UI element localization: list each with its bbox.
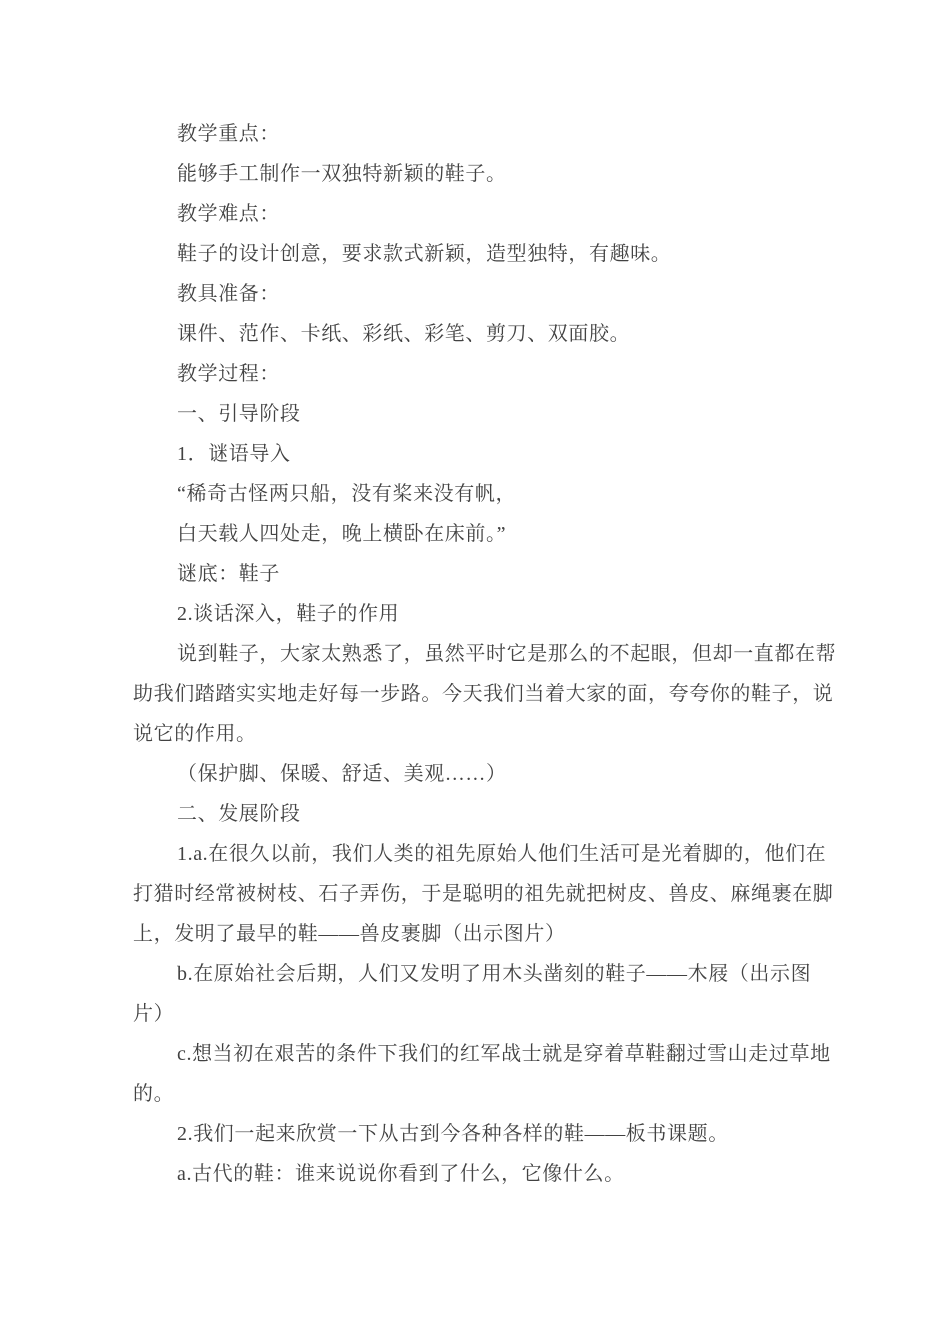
text-line: 1.a.在很久以前，我们人类的祖先原始人他们生活可是光着脚的，他们在 <box>177 843 827 865</box>
text-line: 说它的作用。 <box>133 723 257 745</box>
text-line: c.想当初在艰苦的条件下我们的红军战士就是穿着草鞋翻过雪山走过草地 <box>177 1043 831 1065</box>
text-line: （保护脚、保暖、舒适、美观……） <box>177 763 507 785</box>
text-line: 教学重点： <box>177 123 280 145</box>
document-text-block <box>133 114 845 1194</box>
text-line: 谜底：鞋子 <box>177 563 280 585</box>
text-line: b.在原始社会后期，人们又发明了用木头凿刻的鞋子——木屐（出示图 <box>177 963 812 985</box>
text-line: 助我们踏踏实实地走好每一步路。今天我们当着大家的面，夸夸你的鞋子，说 <box>133 683 834 705</box>
text-line: 鞋子的设计创意，要求款式新颖，造型独特，有趣味。 <box>177 243 672 265</box>
text-line: 2.我们一起来欣赏一下从古到今各种各样的鞋——板书课题。 <box>177 1123 729 1145</box>
text-line: 教学难点： <box>177 203 280 225</box>
text-line: 的。 <box>133 1083 175 1105</box>
text-line: 二、发展阶段 <box>177 803 301 825</box>
text-line: 说到鞋子，大家太熟悉了，虽然平时它是那么的不起眼，但却一直都在帮 <box>177 643 837 665</box>
text-line: a.古代的鞋：谁来说说你看到了什么，它像什么。 <box>177 1163 625 1185</box>
text-line: 教学过程： <box>177 363 280 385</box>
text-line: 一、引导阶段 <box>177 403 301 425</box>
text-line: 2.谈话深入，鞋子的作用 <box>177 603 400 625</box>
text-line: 课件、范作、卡纸、彩纸、彩笔、剪刀、双面胶。 <box>177 323 631 345</box>
text-line: 上，发明了最早的鞋——兽皮裹脚（出示图片） <box>133 923 566 945</box>
text-line: 打猎时经常被树枝、石子弄伤，于是聪明的祖先就把树皮、兽皮、麻绳裹在脚 <box>133 883 834 905</box>
text-line: 白天载人四处走，晚上横卧在床前。” <box>177 523 507 545</box>
text-line: 教具准备： <box>177 283 280 305</box>
text-line: 能够手工制作一双独特新颖的鞋子。 <box>177 163 507 185</box>
text-line: 1．谜语导入 <box>177 443 291 465</box>
text-line: “稀奇古怪两只船，没有桨来没有帆， <box>177 483 517 505</box>
text-line: 片） <box>133 1003 175 1025</box>
